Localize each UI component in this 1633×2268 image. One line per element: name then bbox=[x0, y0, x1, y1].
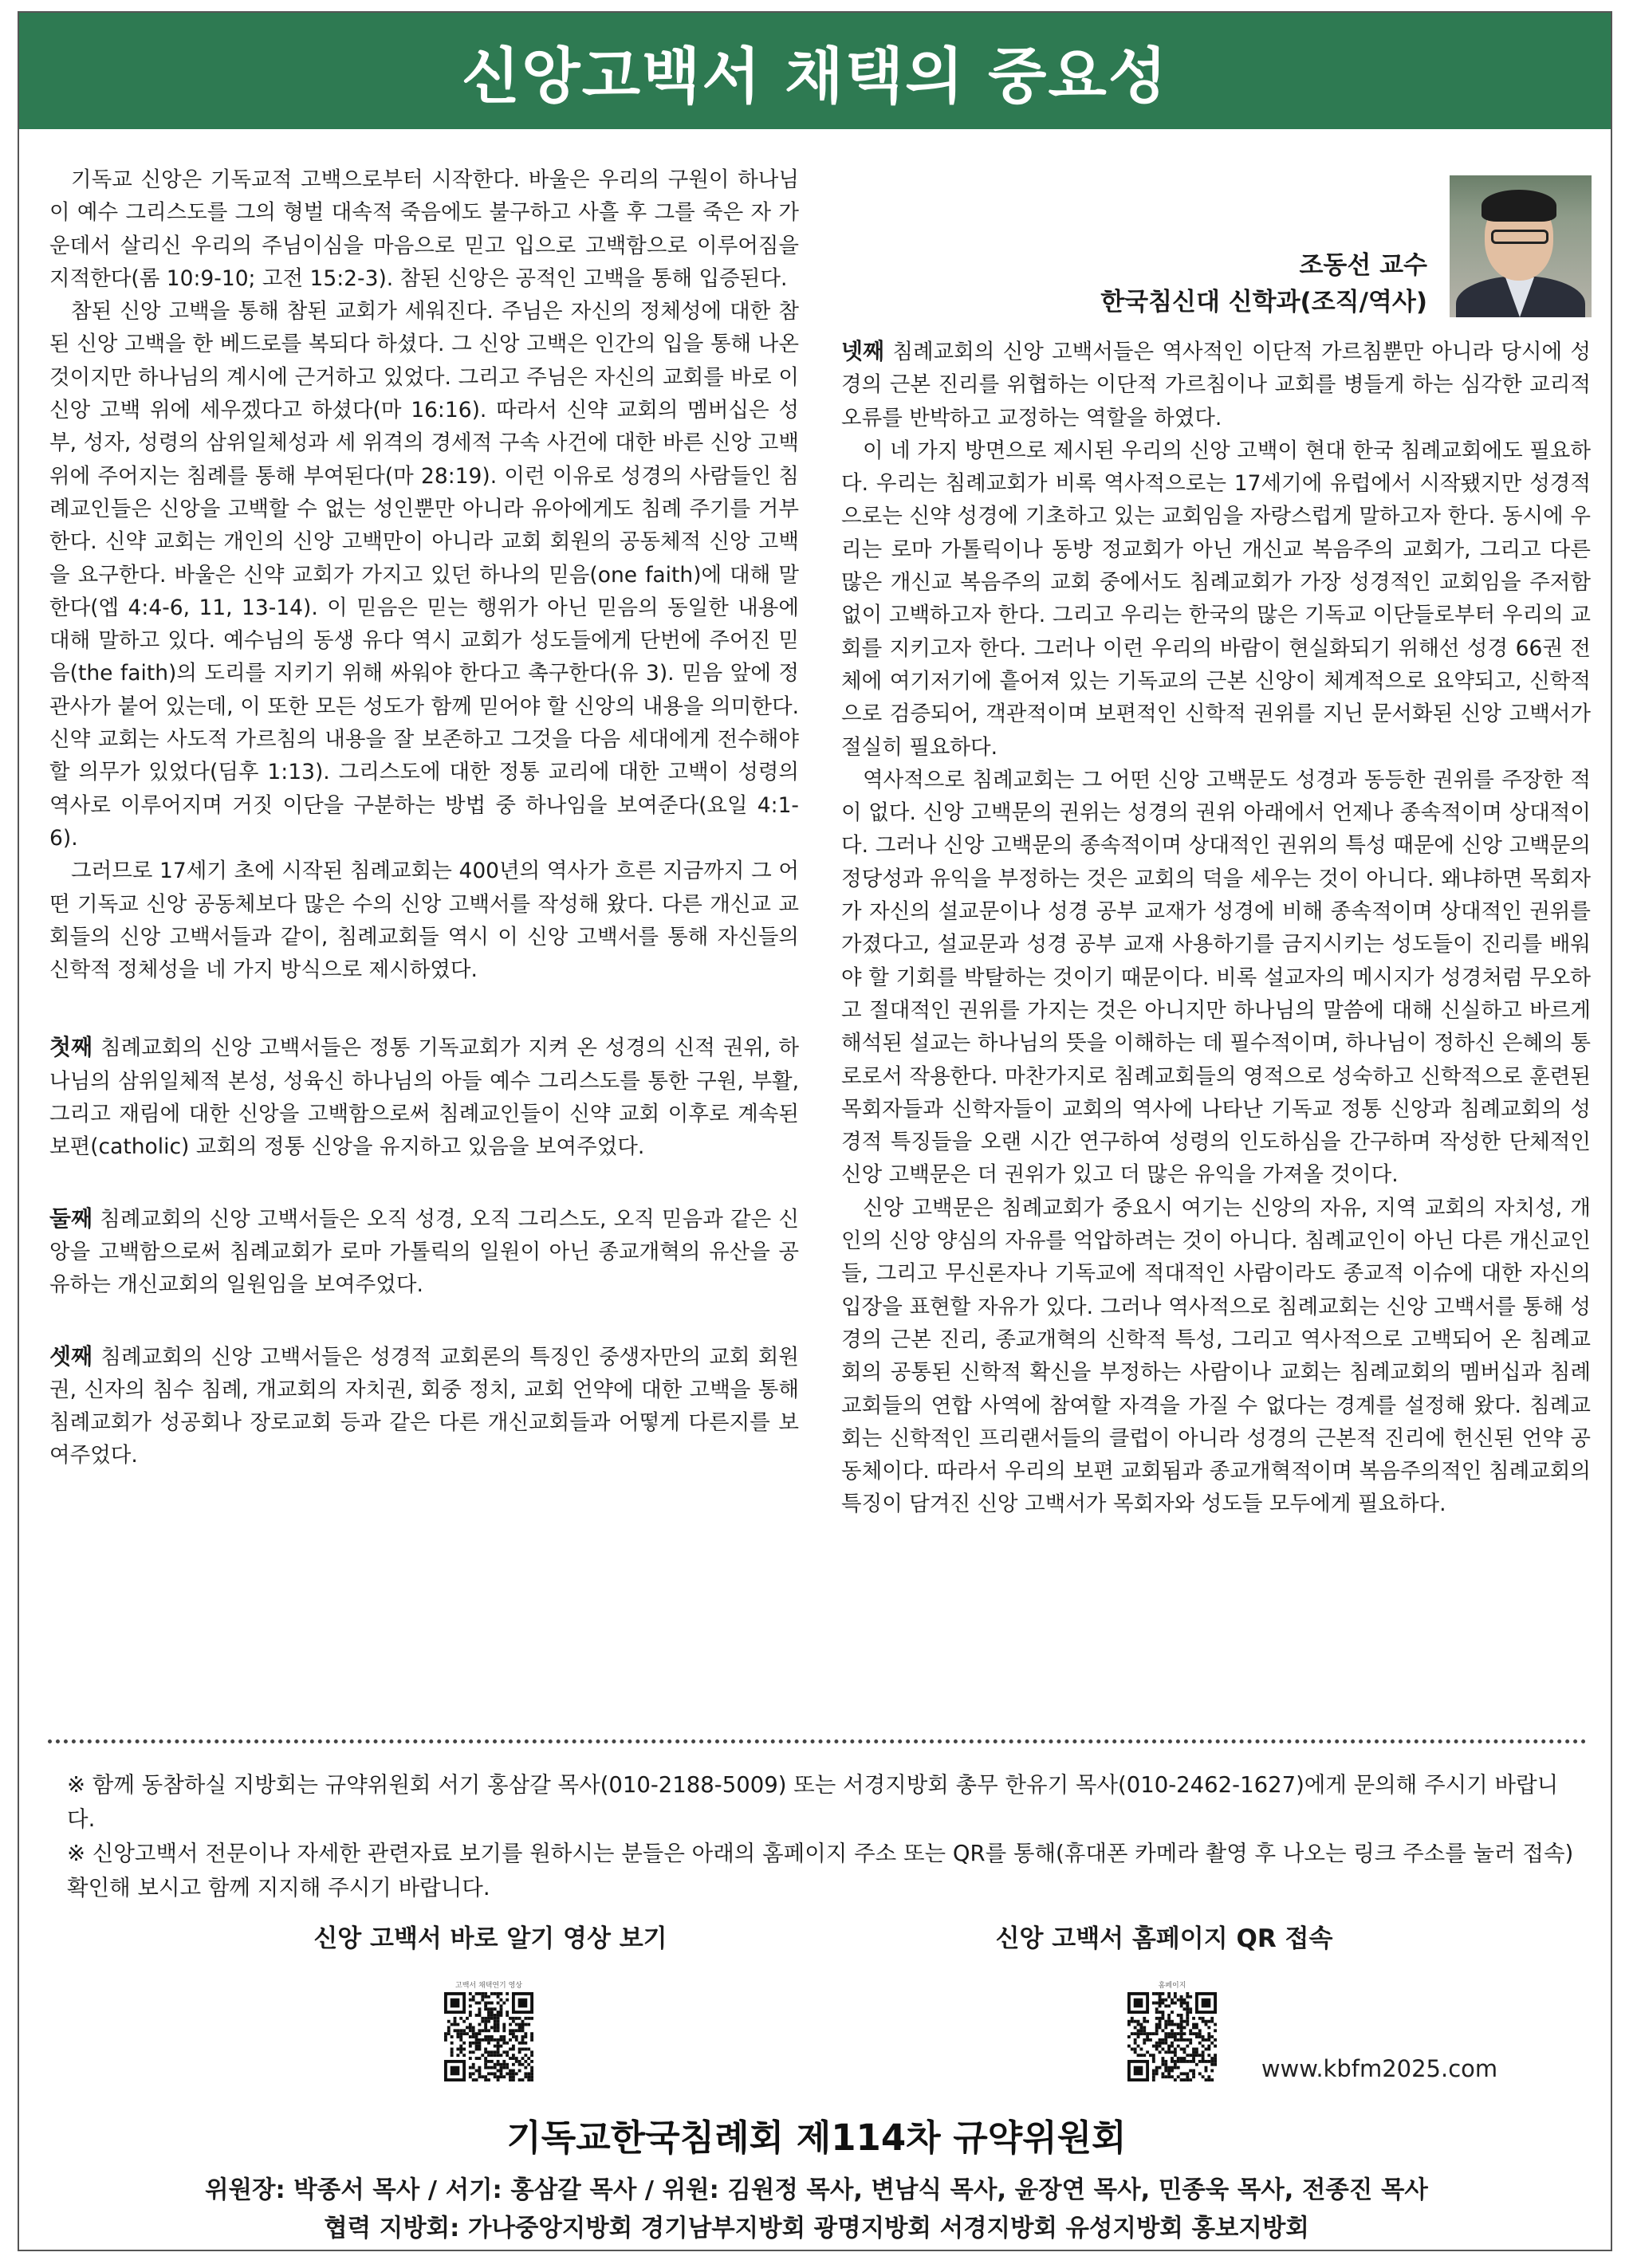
point-first bbox=[49, 1031, 799, 1163]
title-banner bbox=[19, 13, 1611, 129]
right-column bbox=[841, 335, 1591, 1521]
dotted-divider bbox=[48, 1739, 1587, 1743]
point-label: 넷째 bbox=[841, 338, 885, 364]
left-column bbox=[49, 163, 799, 1472]
qr-code-homepage[interactable] bbox=[1121, 1981, 1223, 2101]
point-text: 침례교회의 신앙 고백서들은 오직 성경, 오직 그리스도, 오직 믿음과 같은 신앙을 고백함으로써 침례교회가 로마 가톨릭의 일원이 아닌 종교개혁의 유산을 공유하는 개신교회의 일원임을 보여주었다. bbox=[49, 1206, 799, 1298]
page-title: 신앙고백서 채택의 중요성 bbox=[461, 40, 1169, 112]
website-link[interactable]: www.kbfm2025.com bbox=[1261, 2055, 1498, 2082]
qr-code-icon bbox=[444, 1992, 533, 2081]
point-label: 둘째 bbox=[49, 1205, 93, 1232]
qr-code-icon bbox=[1127, 1992, 1217, 2081]
notes bbox=[67, 1768, 1582, 1905]
point-text: 침례교회의 신앙 고백서들은 정통 기독교회가 지켜 온 성경의 신적 권위, 하나님의 삼위일체적 본성, 성육신 하나님의 아들 예수 그리스도를 통한 구원, 부활, 그리고 재림에 대한 신앙을 고백함으로써 침례교인들이 신약 교회 이후로 계속된 보편(catholic) 교회의 정통 신앙을 유지하고 있음을 보여주었다. bbox=[49, 1036, 799, 1160]
qr-caption: 홈페이지 bbox=[1158, 1982, 1186, 1990]
qr-code-video[interactable] bbox=[438, 1981, 540, 2101]
committee-members: 위원장: 박종서 목사 / 서기: 홍삼갈 목사 / 위원: 김원정 목사, 변남식 목사, 윤장연 목사, 민종욱 목사, 전종진 목사 bbox=[205, 2176, 1428, 2204]
point-text: 침례교회의 신앙 고백서들은 성경적 교회론의 특징인 중생자만의 교회 회원권, 신자의 침수 침례, 개교회의 자치권, 회중 정치, 교회 언약에 대한 고백을 통해 침례교회가 성공회나 장로교회 등과 같은 다른 개신교회들과 어떻게 다른지를 보여주었다. bbox=[49, 1344, 799, 1468]
paragraph: 신앙 고백문은 침례교회가 중요시 여기는 신앙의 자유, 지역 교회의 자치성, 개인의 신앙 양심의 자유를 억압하려는 것이 아니다. 침례교인이 아닌 다른 개신교인들, 그리고 무신론자나 기독교에 적대적인 사람이라도 종교적 이슈에 대한 자신의 입장을 표현할 자유가 있다. 그러나 역사적으로 침례교회는 신앙 고백서를 통해 성경의 근본 진리, 종교개혁의 신학적 특성, 그리고 역사적으로 고백되어 온 침례교회의 공통된 신학적 확신을 부정하는 사람이나 교회는 침례교회의 멤버십과 침례교회들의 연합 사역에 참여할 자격을 가질 수 없다는 경계를 설정해 왔다. 침례교회는 신학적인 프리랜서들의 클럽이 아니라 성경의 근본적 진리에 헌신된 언약 공동체이다. 따라서 우리의 보편 교회됨과 종교개혁적이며 복음주의적인 침례교회의 특징이 담겨진 신앙 고백서가 목회자와 성도들 모두에게 필요하다. bbox=[841, 1195, 1591, 1517]
author-photo bbox=[1450, 175, 1592, 317]
paragraph: 참된 신앙 고백을 통해 참된 교회가 세워진다. 주님은 자신의 정체성에 대한 참된 신앙 고백을 한 베드로를 복되다 하셨다. 그 신앙 고백은 인간의 입을 통해 나온 것이지만 하나님의 계시에 근거하고 있었다. 그리고 주님은 자신의 교회를 바로 이 신앙 고백 위에 세우겠다고 하셨다(마 16:16). 따라서 신약 교회의 멤버십은 성부, 성자, 성령의 삼위일체성과 세 위격의 경세적 구속 사건에 대한 바른 신앙 고백 위에 주어지는 침례를 통해 부여된다(마 28:19). 이런 이유로 성경의 사람들인 침례교인들은 신앙을 고백할 수 없는 성인뿐만 아니라 유아에게도 침례 주기를 거부한다. 신약 교회는 개인의 신앙 고백만이 아니라 교회 회원의 공동체적 신앙 고백을 요구한다. 바울은 신약 교회가 가지고 있던 하나의 믿음(one faith)에 대해 말한다(엡 4:4-6, 11, 13-14). 이 믿음은 믿는 행위가 아닌 믿음의 동일한 내용에 대해 말하고 있다. 예수님의 동생 유다 역시 교회가 성도들에게 단번에 주어진 믿음(the faith)의 도리를 지키기 위해 싸워야 한다고 촉구한다(유 3). 믿음 앞에 정관사가 붙어 있는데, 이 또한 모든 성도가 함께 믿어야 할 신앙의 내용을 의미한다. 신약 교회는 사도적 가르침의 내용을 잘 보존하고 그것을 다음 세대에게 전수해야 할 의무가 있었다(딤후 1:13). 그리스도에 대한 정통 교리에 대한 고백이 성령의 역사로 이루어지며 거짓 이단을 구분하는 방법 중 하나임을 보여준다(요일 4:1-6). bbox=[49, 299, 799, 851]
qr-title-homepage: 신앙 고백서 홈페이지 QR 접속 bbox=[995, 1924, 1333, 1953]
paragraph: 이 네 가지 방면으로 제시된 우리의 신앙 고백이 현대 한국 침례교회에도 필요하다. 우리는 침례교회가 비록 역사적으로는 17세기에 유럽에서 시작됐지만 성경적으로는 신약 성경에 기초하고 있는 교회임을 자랑스럽게 말하고자 한다. 동시에 우리는 로마 가톨릭이나 동방 정교회가 아닌 개신교 복음주의 교회가, 그리고 다른 많은 개신교 복음주의 교회 중에서도 침례교회가 가장 성경적인 교회임을 주저함 없이 고백하고자 한다. 그리고 우리는 한국의 많은 기독교 이단들로부터 우리의 교회를 지키고자 한다. 그러나 이런 우리의 바람이 현실화되기 위해선 성경 66권 전체에 여기저기에 흩어져 있는 기독교의 근본 신앙이 체계적으로 요약되고, 신학적으로 검증되어, 객관적이며 보편적인 신학적 권위를 지닌 문서화된 신앙 고백서가 절실히 필요하다. bbox=[841, 438, 1591, 760]
point-label: 첫째 bbox=[49, 1034, 93, 1061]
paragraph: 기독교 신앙은 기독교적 고백으로부터 시작한다. 바울은 우리의 구원이 하나님이 예수 그리스도를 그의 형벌 대속적 죽음에도 불구하고 사흘 후 그를 죽은 자 가운데서 살리신 우리의 주님이심을 마음으로 믿고 입으로 고백함으로 이루어짐을 지적한다(롬 10:9-10; 고전 15:2-3). 참된 신앙은 공적인 고백을 통해 입증된다. bbox=[49, 167, 799, 291]
qr-caption: 고백서 채택연기 영상 bbox=[455, 1982, 522, 1990]
point-fourth bbox=[841, 335, 1591, 434]
note: ※ 함께 동참하실 지방회는 규약위원회 서기 홍삼갈 목사(010-2188-5009) 또는 서경지방회 총무 한유기 목사(010-2462-1627)에게 문의해 주시기 바랍니다. bbox=[67, 1772, 1559, 1832]
note: ※ 신앙고백서 전문이나 자세한 관련자료 보기를 원하시는 분들은 아래의 홈페이지 주소 또는 QR를 통해(휴대폰 카메라 촬영 후 나오는 링크 주소를 눌러 접속) 확인해 보시고 함께 지지해 주시기 바랍니다. bbox=[67, 1841, 1574, 1900]
point-label: 셋째 bbox=[49, 1342, 93, 1370]
author-name: 조동선 교수 bbox=[1299, 251, 1427, 280]
paragraph: 그러므로 17세기 초에 시작된 침례교회는 400년의 역사가 흐른 지금까지 그 어떤 기독교 신앙 공동체보다 많은 수의 신앙 고백서를 작성해 왔다. 다른 개신교 교회들의 신앙 고백서들과 같이, 침례교회들 역시 이 신앙 고백서를 통해 자신들의 신학적 정체성을 네 가지 방식으로 제시하였다. bbox=[49, 859, 799, 983]
qr-title-video: 신앙 고백서 바로 알기 영상 보기 bbox=[313, 1924, 667, 1953]
author-block bbox=[1029, 247, 1427, 320]
author-affiliation: 한국침신대 신학과(조직/역사) bbox=[1100, 288, 1427, 316]
point-second bbox=[49, 1202, 799, 1302]
point-third bbox=[49, 1340, 799, 1472]
organization-name: 기독교한국침례회 제114차 규약위원회 bbox=[506, 2117, 1127, 2159]
cooperating-districts: 협력 지방회: 가나중앙지방회 경기남부지방회 광명지방회 서경지방회 유성지방회 홍보지방회 bbox=[324, 2215, 1309, 2242]
paragraph: 역사적으로 침례교회는 그 어떤 신앙 고백문도 성경과 동등한 권위를 주장한 적이 없다. 신앙 고백문의 권위는 성경의 권위 아래에서 언제나 종속적이며 상대적이다. 그러나 신앙 고백문의 종속적이며 상대적인 권위의 특성 때문에 신앙 고백문의 정당성과 유익을 부정하는 것은 교회의 덕을 세우는 것이 아니다. 왜냐하면 목회자가 자신의 설교문이나 성경 공부 교재가 성경에 비해 종속적이며 상대적인 권위를 가졌다고, 설교문과 성경 공부 교재 사용하기를 금지시키는 성도들이 진리를 배워야 할 기회를 박탈하는 것이기 때문이다. 비록 설교자의 메시지가 성경처럼 무오하고 절대적인 권위를 가지는 것은 아니지만 하나님의 말씀에 대해 신실하고 바르게 해석된 설교는 하나님의 뜻을 이해하는 데 필수적이며, 하나님이 정하신 은혜의 통로로서 작용한다. 마찬가지로 침례교회들의 영적으로 성숙하고 신학적으로 훈련된 목회자들과 신학자들이 교회의 역사에 나타난 기독교 정통 신앙과 침례교회의 성경적 특징들을 오랜 시간 연구하여 성령의 인도하심을 간구하며 작성한 단체적인 신앙 고백문은 더 권위가 있고 더 많은 유익을 가져올 것이다. bbox=[841, 767, 1591, 1188]
point-text: 침례교회의 신앙 고백서들은 역사적인 이단적 가르침뿐만 아니라 당시에 성경의 근본 진리를 위협하는 이단적 가르침이나 교회를 병들게 하는 심각한 교리적 오류를 반박하고 교정하는 역할을 하였다. bbox=[841, 340, 1591, 430]
